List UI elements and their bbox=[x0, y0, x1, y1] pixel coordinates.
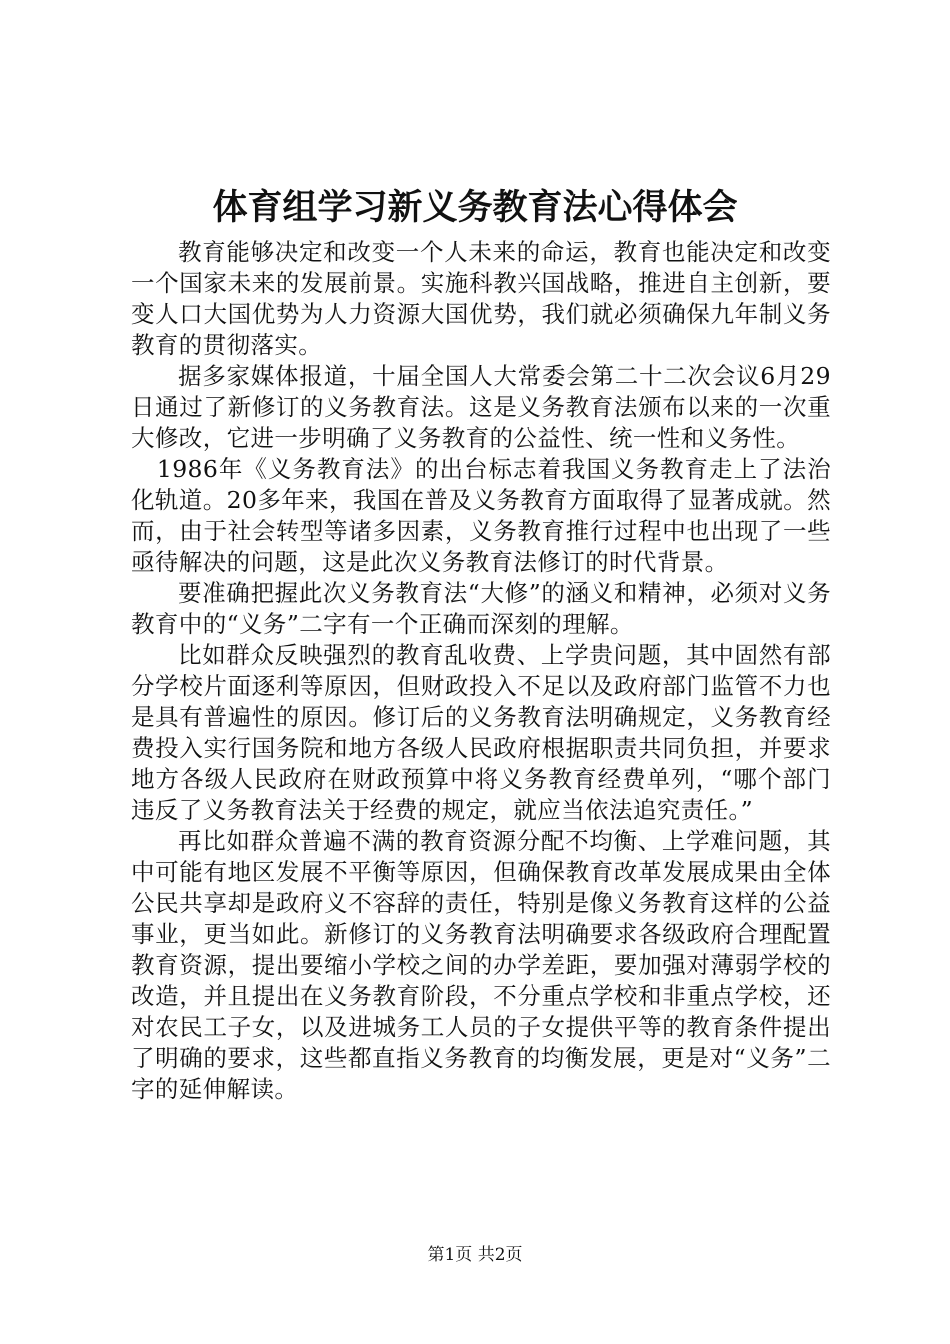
document-title: 体育组学习新义务教育法心得体会 bbox=[212, 187, 738, 228]
paragraph-2: 据多家媒体报道，十届全国人大常委会第二十二次会议6月29日通过了新修订的义务教育法。这是义务教育法颁布以来的一次重大修改，它进一步明确了义务教育的公益性、统一性和义务性。 bbox=[131, 362, 831, 452]
paragraph-5: 比如群众反映强烈的教育乱收费、上学贵问题，其中固然有部分学校片面逐利等原因，但财政投入不足以及政府部门监管不力也是具有普遍性的原因。修订后的义务教育法明确规定，义务教育经费投入实行国务院和地方各级人民政府根据职责共同负担，并要求地方各级人民政府在财政预算中将义务教育经费单列，“哪个部门违反了义务教育法关于经费的规定，就应当依法追究责任。” bbox=[131, 641, 831, 824]
page-number-footer: 第1页 共2页 bbox=[427, 1245, 523, 1265]
paragraph-1: 教育能够决定和改变一个人未来的命运，教育也能决定和改变一个国家未来的发展前景。实施科教兴国战略，推进自主创新，要变人口大国优势为人力资源大国优势，我们就必须确保九年制义务教育的贯彻落实。 bbox=[131, 238, 831, 359]
paragraph-3: 1986年《义务教育法》的出台标志着我国义务教育走上了法治化轨道。20多年来，我国在普及义务教育方面取得了显著成就。然而，由于社会转型等诸多因素，义务教育推行过程中也出现了一些亟待解决的问题，这是此次义务教育法修订的时代背景。 bbox=[131, 455, 831, 576]
document-body bbox=[131, 237, 831, 1105]
paragraph-4: 要准确把握此次义务教育法“大修”的涵义和精神，必须对义务教育中的“义务”二字有一个正确而深刻的理解。 bbox=[131, 579, 831, 638]
paragraph-6: 再比如群众普遍不满的教育资源分配不均衡、上学难问题，其中可能有地区发展不平衡等原因，但确保教育改革发展成果由全体公民共享却是政府义不容辞的责任，特别是像义务教育这样的公益事业，更当如此。新修订的义务教育法明确要求各级政府合理配置教育资源，提出要缩小学校之间的办学差距，要加强对薄弱学校的改造，并且提出在义务教育阶段，不分重点学校和非重点学校，还对农民工子女，以及进城务工人员的子女提供平等的教育条件提出了明确的要求，这些都直指义务教育的均衡发展，更是对“义务”二字的延伸解读。 bbox=[131, 827, 831, 1103]
